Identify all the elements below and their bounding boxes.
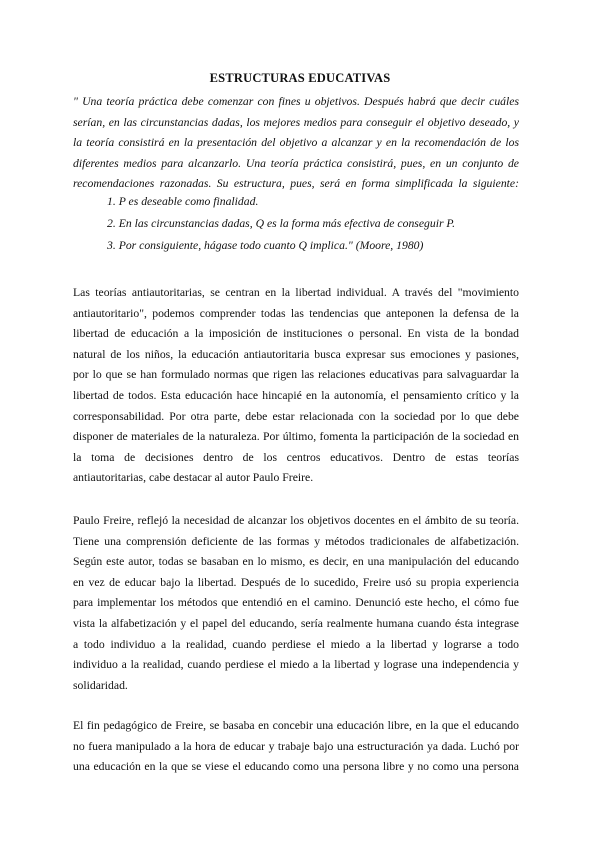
- text-line: antiautoritario", podemos comprender todas las tendencias que anteponen la defensa de la: [73, 306, 519, 320]
- text-line: antiautoritarias, cabe destacar al autor Paulo Freire.: [73, 471, 314, 485]
- quote-list-item: 1. P es deseable como finalidad.: [107, 195, 259, 208]
- paragraph-antiauthoritarian: [73, 283, 519, 489]
- text-line: individuo a la realidad, cuando perdiese el miedo a la libertad y lograse una independencia y: [73, 658, 519, 672]
- quote-line: diferentes medios para alcanzarlo. Una teoría práctica consistirá, pues, en un conjunto de: [73, 156, 519, 170]
- text-line: natural de los niños, la educación antiautoritaria busca expresar sus emociones y pasiones,: [73, 347, 519, 361]
- text-line: en vez de educar bajo la libertad. Después de lo sucedido, Freire usó su propia experiencia: [73, 575, 519, 589]
- quote-line: recomendaciones razonadas. Su estructura, pues, será en forma simplificada la siguiente:: [73, 177, 519, 191]
- text-line: Según este autor, todas se basaban en lo mismo, es decir, en una manipulación del educando: [73, 555, 519, 569]
- text-line: disponer de materiales de la naturaleza. Por último, fomenta la participación de la sociedad en: [73, 430, 519, 444]
- document-title: ESTRUCTURAS EDUCATIVAS: [209, 71, 391, 85]
- text-line: vista la alfabetización y el papel del educando, sería realmente humana cuando ésta integrase: [73, 616, 519, 630]
- text-line: a todo individuo a la realidad, cuando perdiese el miedo a la libertad y lograrse a todo: [73, 637, 519, 651]
- text-line: El fin pedagógico de Freire, se basaba en concebir una educación libre, en la que el educando: [73, 719, 519, 732]
- text-line: libertad de educación a la imposición de instituciones o personal. En vista de la bondad: [73, 327, 519, 341]
- text-line: Paulo Freire, reflejó la necesidad de alcanzar los objetivos docentes en el ámbito de su teoría.: [73, 514, 519, 527]
- quote-line: " Una teoría práctica debe comenzar con fines u objetivos. Después habrá que decir cuáles: [73, 95, 519, 108]
- text-line: una educación en la que se viese el educando como una persona libre y no como una persona: [73, 760, 519, 774]
- text-line: para implementar los métodos que entendió en el camino. Denunció este hecho, el cómo fue: [73, 596, 519, 610]
- text-line: libertad de todos. Esta educación hace hincapié en la autonomía, el pensamiento crítico y la: [73, 388, 519, 402]
- quote-block: [73, 92, 519, 195]
- text-line: la toma de decisiones dentro de los centros educativos. Dentro de estas teorías: [73, 450, 519, 464]
- quote-line: serían, en las circunstancias dadas, los mejores medios para conseguir el objetivo deseado, y: [73, 115, 519, 129]
- text-line: solidaridad.: [73, 678, 128, 692]
- text-line: corresponsabilidad. Por otra parte, debe estar relacionada con la sociedad por lo que debe: [73, 409, 519, 423]
- text-line: Tiene una comprensión deficiente de las formas y métodos tradicionales de alfabetización.: [73, 534, 519, 548]
- quote-line: la teoría consistirá en la presentación del objetivo a alcanzar y en la recomendación de los: [73, 136, 519, 150]
- quote-list-item: 2. En las circunstancias dadas, Q es la forma más efectiva de conseguir P.: [107, 217, 455, 230]
- text-line: no fuera manipulado a la hora de educar y trabaje bajo una estructuración ya dada. Luchó por: [73, 739, 519, 753]
- text-line: Las teorías antiautoritarias, se centran en la libertad individual. A través del "movimiento: [73, 286, 519, 299]
- quote-list-item: 3. Por consiguiente, hágase todo cuanto Q implica." (Moore, 1980): [107, 239, 424, 252]
- paragraph-freire-goal: [73, 716, 519, 778]
- text-line: por lo que se han formulado normas que rigen las relaciones educativas para salvaguardar la: [73, 368, 519, 382]
- paragraph-freire: [73, 511, 519, 696]
